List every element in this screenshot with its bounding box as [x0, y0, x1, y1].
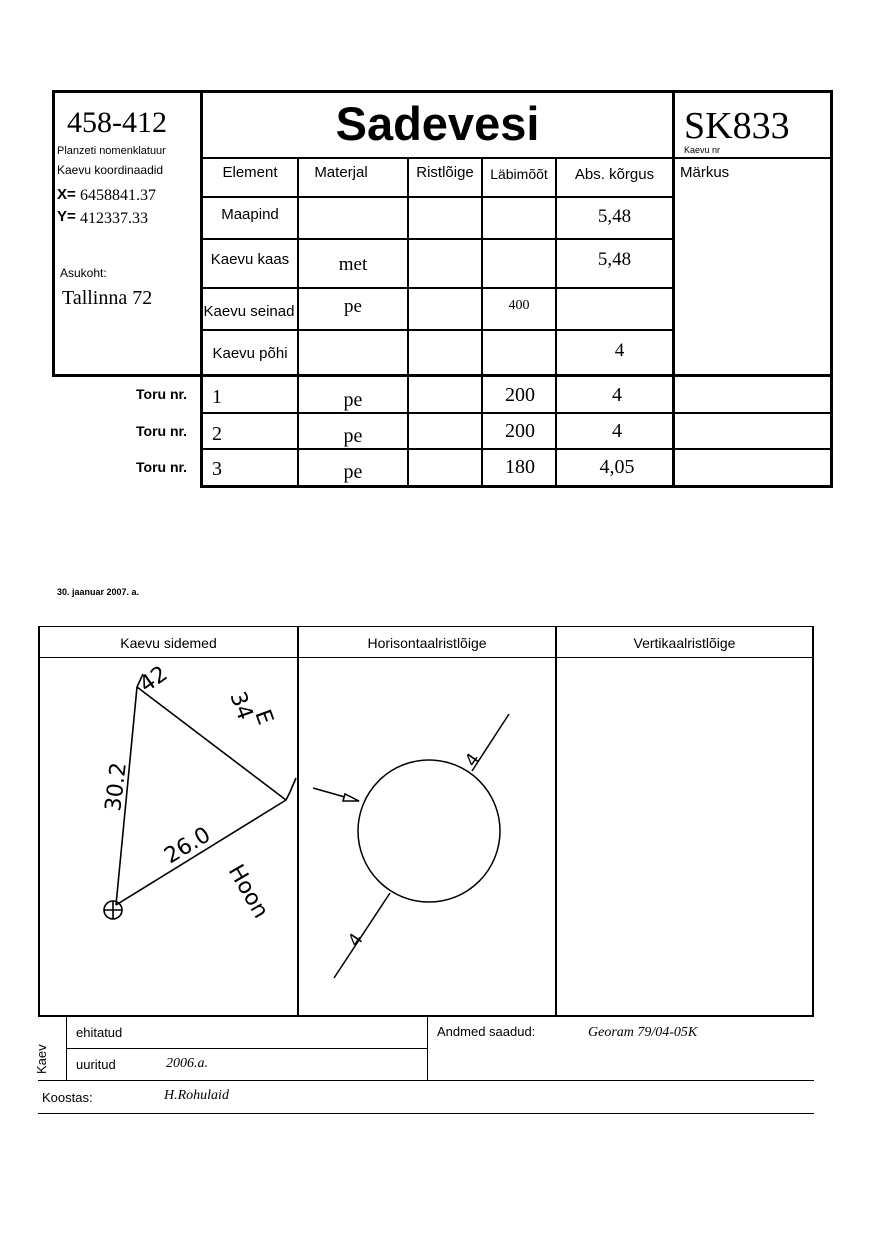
coordinates-label: Kaevu koordinaadid: [57, 163, 164, 177]
x-label: X=: [57, 186, 76, 203]
sketch-header-ties: Kaevu sidemed: [120, 635, 217, 651]
column-header-cross: Ristlõige: [416, 164, 474, 181]
pipe-label: Toru nr.: [136, 459, 188, 475]
element-height: 5,48: [597, 249, 632, 270]
kaevu-number: SK833: [684, 105, 790, 147]
element-material: pe: [344, 296, 362, 317]
source-value: Georam 79/04-05K: [588, 1025, 698, 1040]
surveyed-value: 2006.a.: [166, 1056, 208, 1071]
y-label: Y=: [57, 208, 76, 225]
sketch-header-vertical: Vertikaalristlõige: [633, 635, 736, 651]
pipe-mark: 4: [343, 929, 368, 951]
pipe-number: 3: [212, 458, 222, 480]
pipe-number: 1: [212, 386, 222, 408]
tie-label-note: Hoon: [222, 860, 274, 923]
tie-label-right: 34: [224, 688, 258, 724]
column-header-element: Element: [222, 164, 278, 181]
tie-label-right-letter: E: [249, 706, 278, 729]
planzeti-number: 458-412: [67, 106, 167, 139]
built-label: ehitatud: [76, 1025, 123, 1040]
y-value: 412337.33: [80, 210, 148, 227]
pipe-diameter: 200: [505, 384, 535, 406]
source-label: Andmed saadud:: [437, 1024, 536, 1039]
horizontal-section: [313, 714, 509, 978]
planzeti-label: Planzeti nomenklatuur: [57, 145, 166, 157]
column-header-height: Abs. kõrgus: [574, 166, 655, 183]
pipe-material: pe: [343, 461, 363, 483]
sketch-header-horizontal: Horisontaalristlõige: [367, 635, 487, 651]
pipe-material: pe: [343, 389, 363, 411]
pipe-height: 4: [612, 420, 622, 442]
pipe-number: 2: [212, 423, 222, 445]
surveyed-label: uuritud: [76, 1057, 116, 1072]
pipe-label: Toru nr.: [136, 386, 188, 402]
element-name: Maapind: [221, 206, 279, 223]
tie-label-top: 42: [135, 661, 173, 698]
column-header-diameter: Läbimõõt: [490, 166, 548, 182]
element-name: Kaevu seinad: [203, 303, 295, 320]
tie-label-left: 30.2: [101, 761, 132, 813]
document-date: 30. jaanuar 2007. a.: [57, 587, 140, 597]
element-name: Kaevu põhi: [212, 345, 288, 362]
column-header-material: Materjal: [314, 164, 368, 181]
tie-labels: [101, 661, 277, 922]
pipe-mark-labels: [344, 749, 485, 950]
author-value: H.Rohulaid: [164, 1088, 229, 1103]
location-value: Tallinna 72: [62, 287, 153, 309]
column-header-note: Märkus: [680, 164, 730, 181]
element-material: met: [338, 254, 368, 275]
pipe-label: Toru nr.: [136, 423, 188, 439]
pipe-diameter: 180: [505, 456, 535, 478]
element-height: 4: [614, 340, 625, 361]
x-value: 6458841.37: [80, 187, 156, 204]
pipe-material: pe: [343, 425, 363, 447]
author-label: Koostas:: [42, 1090, 93, 1105]
well-circle: [358, 760, 500, 902]
page-title: Sadevesi: [335, 97, 540, 150]
element-height: 5,48: [597, 206, 632, 227]
kaevu-label: Kaevu nr: [684, 145, 721, 155]
element-diameter: 400: [508, 298, 530, 313]
element-name: Kaevu kaas: [210, 251, 290, 268]
pipe-line-3: [334, 893, 390, 978]
pipe-height: 4: [612, 384, 622, 406]
pipe-mark: 4: [460, 749, 485, 771]
location-label: Asukoht:: [60, 266, 107, 280]
tie-label-bottom: 26.0: [160, 822, 216, 870]
pipe-diameter: 200: [505, 420, 535, 442]
pipe-height: 4,05: [599, 456, 635, 478]
kaev-label: Kaev: [34, 1044, 49, 1074]
